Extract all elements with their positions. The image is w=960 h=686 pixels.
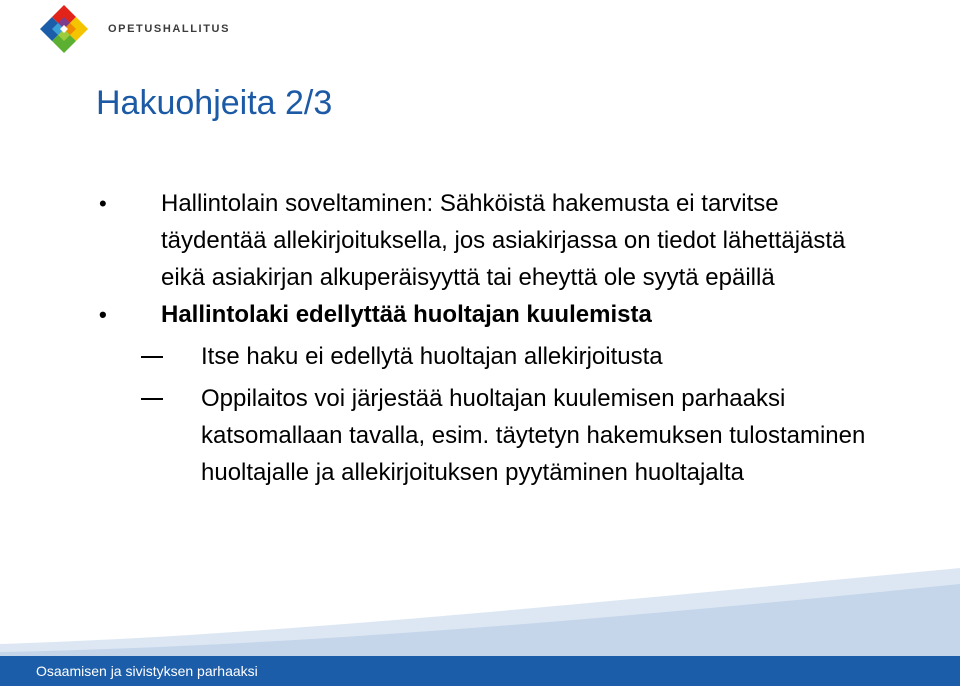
organization-name: OPETUSHALLITUS xyxy=(108,23,231,35)
footer-slogan: Osaamisen ja sivistyksen parhaaksi xyxy=(36,663,258,679)
sub-bullet-item xyxy=(0,338,901,375)
bullet-text: Hallintolain soveltaminen: Sähköistä hakemusta ei tarvitse täydentää allekirjoituksella, jos asiakirjassa on tiedot lähettäjästä eikä asiakirjan alkuperäisyyttä tai eheyttä ole syytä epäillä xyxy=(161,190,846,291)
sub-bullet-item xyxy=(0,380,901,491)
sub-bullet-text: Oppilaitos voi järjestää huoltajan kuulemisen parhaaksi katsomallaan tavalla, esim. täytetyn hakemuksen tulostaminen huoltajalle ja allekirjoituksen pyytäminen huoltajalta xyxy=(201,385,866,486)
dash-marker xyxy=(141,398,163,400)
bullet-dot: • xyxy=(99,302,107,327)
footer-swoosh xyxy=(0,566,960,658)
sub-bullet-text: Itse haku ei edellytä huoltajan allekirjoitusta xyxy=(201,343,663,370)
bullet-dot: • xyxy=(99,191,107,216)
logo xyxy=(38,4,90,56)
footer-bar xyxy=(0,656,960,686)
opetushallitus-logo-icon xyxy=(38,4,90,56)
slide-content xyxy=(0,185,960,491)
slide-title: Hakuohjeita 2/3 xyxy=(96,84,333,122)
bullet-item xyxy=(0,185,881,296)
bullet-item xyxy=(0,296,881,333)
bullet-text: Hallintolaki edellyttää huoltajan kuulemista xyxy=(161,301,652,328)
dash-marker xyxy=(141,356,163,358)
